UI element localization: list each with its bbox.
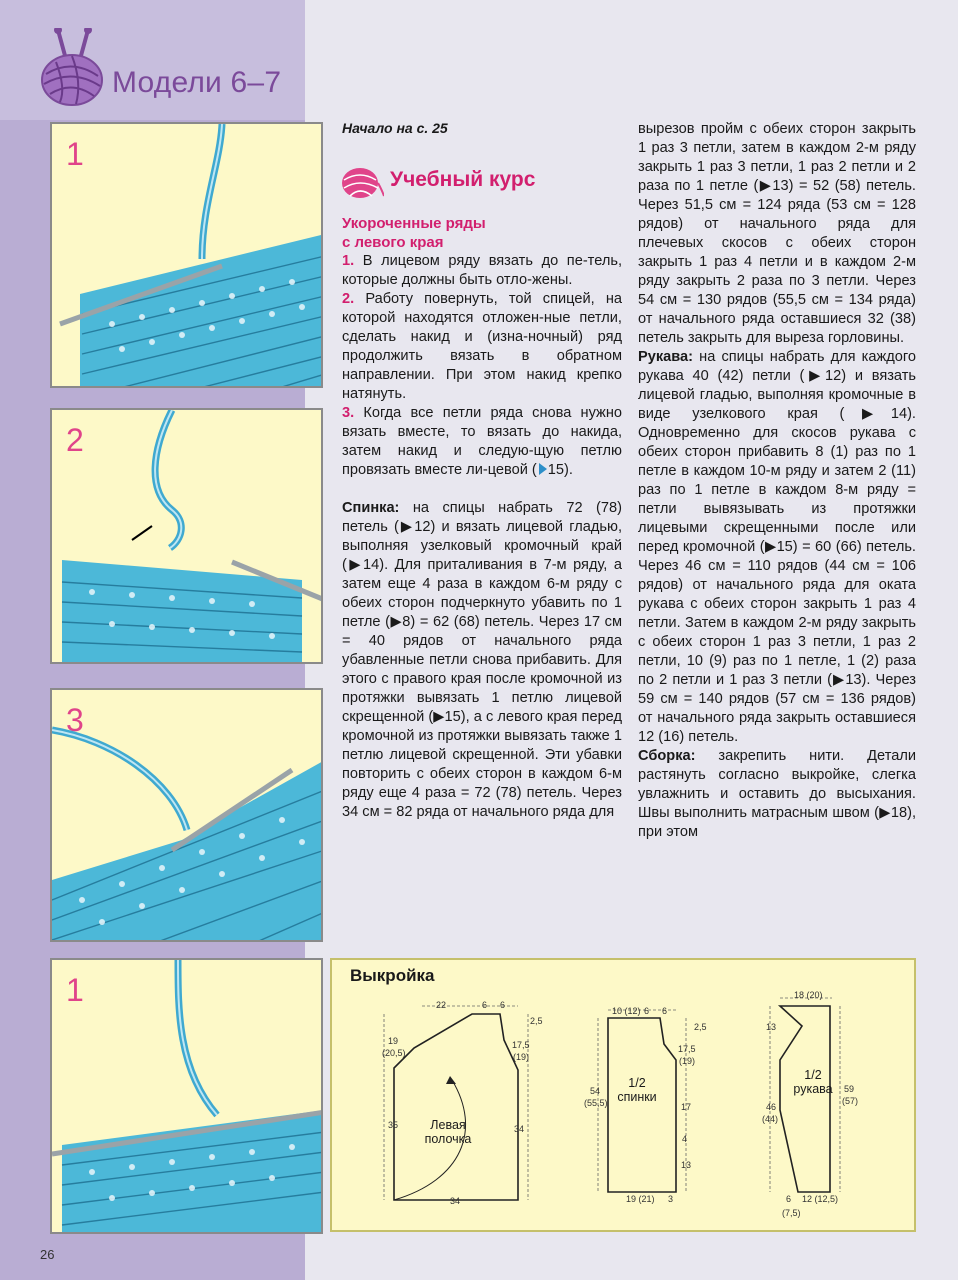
knitting-illustration [52, 690, 323, 942]
dimension-label: 2,5 [694, 1022, 707, 1032]
panel-number: 3 [66, 702, 84, 738]
dimension-label: 46 [766, 1102, 777, 1112]
step-paragraph: 1. В лицевом ряду вязать до пе-тель, которые должны быть отло-жены. [342, 253, 622, 288]
text-column-left [342, 252, 622, 822]
panel-number: 1 [66, 972, 84, 1008]
dimension-label: 3 [668, 1194, 674, 1204]
dimension-label: (20,5) [382, 1048, 406, 1058]
continuation-reference: Начало на с. 25 [342, 120, 448, 136]
dimension-label: 6 [662, 1006, 668, 1016]
dimension-label: (55,5) [584, 1098, 608, 1108]
assembly-instructions: Сборка: закрепить нити. Детали растянуть согласно выкройке, слегка увлажнить и оставить до высыхания. Швы выполнить матрасным швом (▶18), при этом [638, 748, 916, 840]
dimension-label: 18 (20) [794, 990, 823, 1000]
dimension-label: 17 [681, 1102, 692, 1112]
dimension-label: 10 (12) [612, 1006, 641, 1016]
dimension-label: 4 [682, 1134, 688, 1144]
panel-number: 1 [66, 136, 84, 172]
illustration-panel-3 [50, 688, 323, 942]
page-number: 26 [40, 1247, 55, 1262]
section-title: Учебный курс [390, 168, 536, 191]
knitting-illustration [52, 960, 323, 1234]
dimension-label: 19 [388, 1036, 399, 1046]
dimension-label: 35 [388, 1120, 399, 1130]
yarn-ball-icon [36, 28, 108, 108]
sleeve-instructions: Рукава: на спицы набрать для каждого рукава 40 (42) петли (▶12) и вязать лицевой гладью, выполняя кромочные в виде узелкового края (▶14). Одновременно для скосов рукава с обеих сторон прибавить 8 (1) раз по 1 петле в каждом 10-м ряду и затем 2 (11) раз по 1 петле в каждом 8-м ряду = петли вывязывать из протяжки лицевыми скрещенными после или перед кромочной (▶15) = 60 (66) петель. Через 46 см = 110 рядов (44 см = 106 рядов) от начального ряда для оката рукава с обеих сторон закрыть 1 раз 4 петли. Затем в каждом 2-м ряду закрыть с обеих сторон 1 раз 3 петли, 1 раз 2 петли, 10 (9) раз по 1 петле, 1 (2) раза по 2 петли и 1 раз 3 петли (▶13). Через 59 см = 140 рядов (57 см = 136 рядов) от начального ряда закрыть оставшиеся 12 (16) петель. [638, 349, 916, 745]
dimension-label: 19 (21) [626, 1194, 655, 1204]
dimension-label: (44) [762, 1114, 779, 1124]
dimension-label: 54 [590, 1086, 601, 1096]
dimension-label: 17,5 [512, 1040, 530, 1050]
front-piece-label: Левая полочка [424, 1118, 472, 1146]
illustration-panel-4 [50, 958, 323, 1234]
dimension-label: 13 [681, 1160, 692, 1170]
page-title: Модели 6–7 [112, 66, 282, 99]
step-paragraph: 2. Работу повернуть, той спицей, на которой находятся отложен-ные петли, сделать накид и (изна-ночный) ряд продолжить вязать в обратном направлении. При этом накид крепко натянуть. [342, 291, 622, 402]
pattern-title: Выкройка [350, 966, 435, 985]
dimension-label: 6 [482, 1000, 488, 1010]
dimension-label: 6 [500, 1000, 506, 1010]
illustration-panel-1 [50, 122, 323, 388]
reference-arrow-icon [539, 463, 547, 475]
text-column-right [638, 120, 916, 842]
yarn-ball-icon [340, 166, 384, 200]
dimension-label: 34 [514, 1124, 525, 1134]
knitting-illustration [52, 410, 323, 664]
dimension-label: (57) [842, 1096, 859, 1106]
illustration-panel-2 [50, 408, 323, 664]
dimension-label: 6 [786, 1194, 792, 1204]
dimension-label: (7,5) [782, 1208, 801, 1218]
dimension-label: (19) [679, 1056, 696, 1066]
dimension-label: 34 [450, 1196, 461, 1206]
sleeve-piece-label: 1/2 рукава [793, 1068, 833, 1096]
section-subtitle: Укороченные ряды с левого края [342, 215, 486, 251]
back-instructions: Спинка: на спицы набрать 72 (78) петель (▶12) и вязать лицевой гладью, выполняя узелковый кромочный край (▶14). Для приталивания в 7-м ряду, а затем еще 4 раза в каждом 6-м ряду с обеих сторон подчеркнуто убавить по 1 петле (▶8) = 62 (68) петель. Через 17 см = 40 рядов от начального ряда убавленные петли снова прибавить. Для этого с правого края после кромочной из протяжки вывязать 1 петлю лицевой скрещенной (▶15), а с левого края перед кромочной из протяжки вывязать также 1 петлю лицевой скрещенной. Эти убавки повторить с обеих сторон в каждом 6-м ряду еще 4 раза = 72 (78) петель. Через 34 см = 82 ряда от начального ряда для [342, 500, 622, 820]
dimension-label: 22 [436, 1000, 447, 1010]
knitting-illustration [52, 124, 323, 388]
panel-number: 2 [66, 422, 84, 458]
dimension-label: 12 (12,5) [802, 1194, 839, 1204]
dimension-label: 59 [844, 1084, 855, 1094]
back-piece-label: 1/2 спинки [617, 1076, 657, 1104]
dimension-label: 17,5 [678, 1044, 696, 1054]
step-paragraph: 3. Когда все петли ряда снова нужно вязать вместе, то вязать до накида, затем накид и следую-щую петлю провязать вместе ли-цевой ( 15). [342, 405, 622, 478]
pattern-diagram [330, 958, 916, 1232]
back-continuation: вырезов пройм с обеих сторон закрыть 1 раз 3 петли, затем в каждом 2-м ряду закрыть 1 раз 3 петли, 1 раз 2 петли и 2 раза по 1 петле (▶13) = 52 (58) петель. Через 51,5 см = 124 ряда (53 см = 128 рядов) от начального ряда для плечевых скосов с обеих сторон закрыть 1 раз 4 петли и в каждом 2-м ряду закрыть 2 раза по 3 петли. Через 54 см = 130 рядов (55,5 см = 134 ряда) от начального ряда оставшиеся 32 (38) петель закрыть для выреза горловины. [638, 121, 916, 346]
dimension-label: 6 [644, 1006, 650, 1016]
dimension-label: 2,5 [530, 1016, 543, 1026]
dimension-label: (19) [513, 1052, 530, 1062]
dimension-label: 13 [766, 1022, 777, 1032]
